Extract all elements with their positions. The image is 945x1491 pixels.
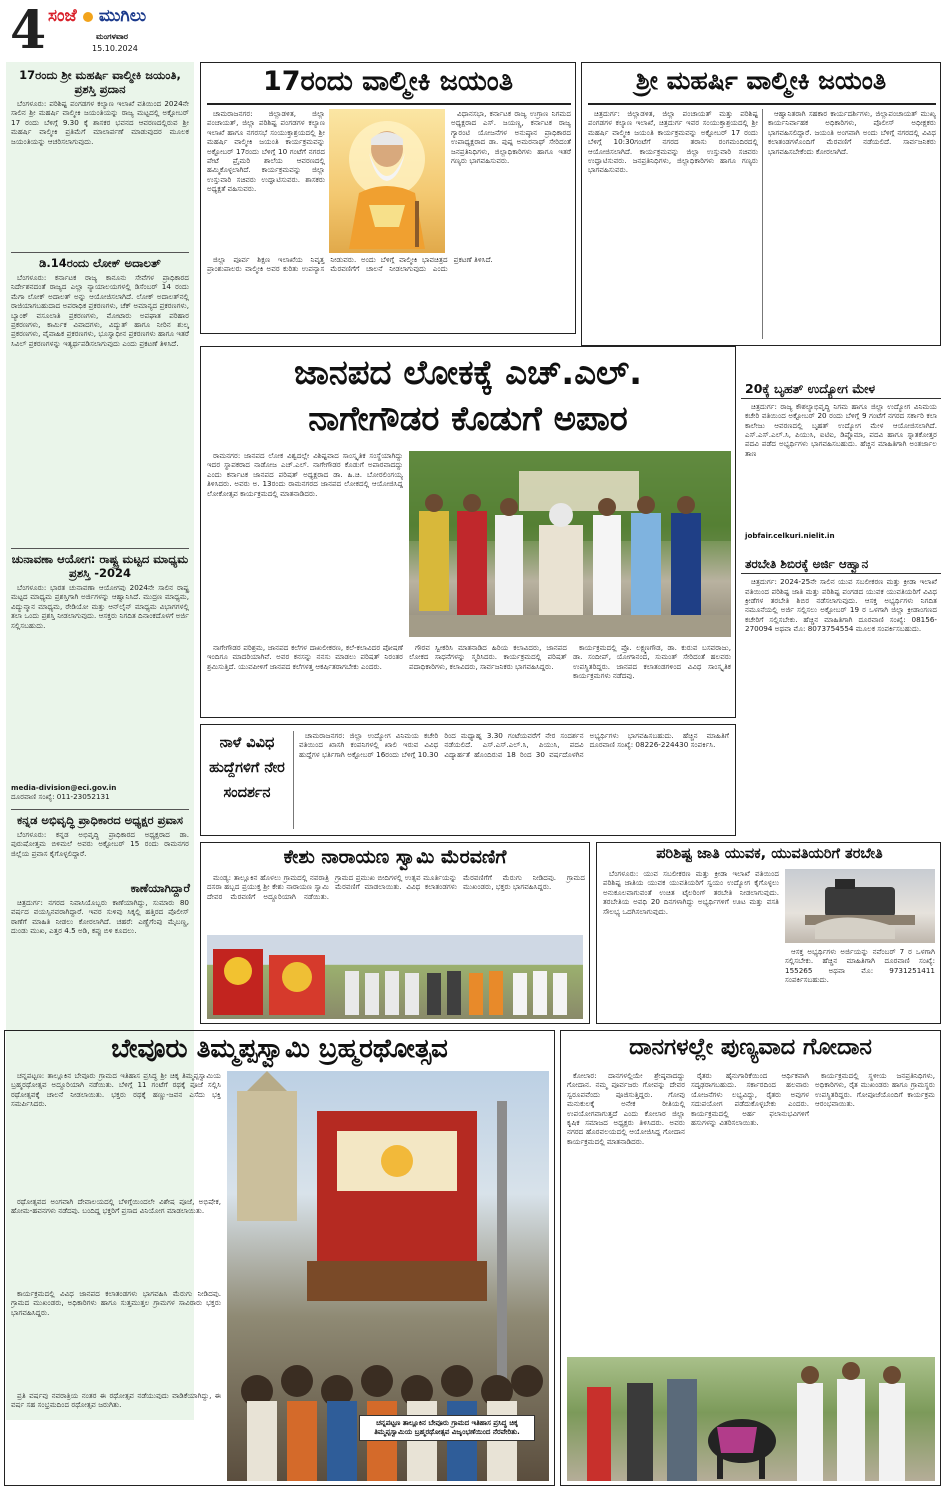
job-fair-headline: 20ಕ್ಕೆ ಬೃಹತ್ ಉದ್ಯೋಗ ಮೇಳ bbox=[741, 380, 941, 399]
main-body-col4: ಕಾರ್ಯಕ್ರಮದಲ್ಲಿ ಪ್ರೊ. ಲಕ್ಷ್ಮಣಗೌಡ, ಡಾ. ಕುರುವ ಬಸವರಾಜು, ಡಾ. ಸಂದೀಪ್, ಯೋಗಾನಂದ, ಸುಮಂತ್ ಸೇರಿದಂತೆ ಹಲವರು ಉಪಸ್ಥಿತರಿದ್ದರು. ಜಾನಪದ ಕಲಾತಂಡಗಳಿಂದ ವಿವಿಧ ಸಾಂಸ್ಕೃತಿಕ ಕಾರ್ಯಕ್ರಮಗಳು ನಡೆದವು. bbox=[573, 643, 731, 681]
left-story1-body: ಬೆಂಗಳೂರು: ಪರಿಶಿಷ್ಟ ಪಂಗಡಗಳ ಕಲ್ಯಾಣ ಇಲಾಖೆ ವತಿಯಿಂದ 2024ನೇ ಸಾಲಿನ ಶ್ರೀ ಮಹರ್ಷಿ ವಾಲ್ಮೀಕಿ ಜಯಂತಿಯನ್ನು ರಾಜ್ಯ ಮಟ್ಟದಲ್ಲಿ ಅಕ್ಟೋಬರ್ 17 ರಂದು ಬೆಳಿಗ್ಗೆ 9.30 ಕ್ಕೆ ಶಾಸಕರ ಭವನದ ಆವರಣದಲ್ಲಿರುವ ಶ್ರೀ ಮಹರ್ಷಿ ವಾಲ್ಮೀಕಿ ಪ್ರತಿಮೆಗೆ ಮಾಲಾರ್ಪಣೆ ಮಾಡುವುದರ ಮೂಲಕ ಜಯಂತಿಯನ್ನು ಆಚರಿಸಲಾಗುವುದು. bbox=[11, 99, 189, 146]
main-body-col3: ಗೌರವ ಸ್ವೀಕರಿಸಿ ಮಾತನಾಡಿದ ಹಿರಿಯ ಕಲಾವಿದರು, ಜಾನಪದ ಲೋಕದ ಸಾಧನೆಗಳನ್ನು ಸ್ಮರಿಸಿದರು. ಕಾರ್ಯಕ್ರಮದಲ್ಲಿ ಪರಿಷತ್ ಪದಾಧಿಕಾರಿಗಳು, ಕಲಾವಿದರು, ಸಾರ್ವಜನಿಕರು ಭಾಗವಹಿಸಿದ್ದರು. bbox=[409, 643, 567, 671]
bevur-body1: ಚನ್ನಪಟ್ಟಣ: ತಾಲ್ಲೂಕಿನ ಬೇವೂರು ಗ್ರಾಮದ ಇತಿಹಾಸ ಪ್ರಸಿದ್ಧ ಶ್ರೀ ಚಿಕ್ಕ ತಿಮ್ಮಪ್ಪಸ್ವಾಮಿಯ ಬ್ರಹ್ಮರಥೋತ್ಸವ ಅದ್ದೂರಿಯಾಗಿ ನಡೆಯಿತು. ಬೆಳಿಗ್ಗೆ 11 ಗಂಟೆಗೆ ರಥಕ್ಕೆ ಪೂಜೆ ಸಲ್ಲಿಸಿ ರಥೋತ್ಸವಕ್ಕೆ ಚಾಲನೆ ನೀಡಲಾಯಿತು. ಭಕ್ತರು ರಥಕ್ಕೆ ಹಣ್ಣು-ಜವನ ಎಸೆದು ಭಕ್ತಿ ಸಮರ್ಪಿಸಿದರು. bbox=[11, 1071, 221, 1109]
masthead-day: ಮಂಗಳವಾರ bbox=[96, 32, 129, 41]
main-headline-line2: ನಾಗೇಗೌಡರ ಕೊಡುಗೆ ಅಪಾರ bbox=[308, 399, 628, 439]
logo-part1: ಸಂಜೆ bbox=[48, 6, 77, 26]
main-story-frame bbox=[200, 346, 736, 718]
valmiki-headline: 17ರಂದು ವಾಲ್ಮೀಕಿ ಜಯಂತಿ bbox=[262, 66, 514, 97]
keshu-headline: ಕೇಶು ನಾರಾಯಣ ಸ್ವಾಮಿ ಮೆರವಣಿಗೆ bbox=[283, 846, 507, 868]
bevur-body2: ರಥೋತ್ಸವದ ಅಂಗವಾಗಿ ದೇವಾಲಯದಲ್ಲಿ ಬೆಳಿಗ್ಗೆಯಿಂದಲೇ ವಿಶೇಷ ಪೂಜೆ, ಅಭಿಷೇಕ, ಹೋಮ-ಹವನಗಳು ನಡೆದವು. ಬಂದಿದ್ದ ಭಕ್ತರಿಗೆ ಪ್ರಸಾದ ವಿನಿಯೋಗ ಮಾಡಲಾಯಿತು. bbox=[11, 1197, 221, 1216]
left-story2-headline: ಡಿ.14ರಂದು ಲೋಕ್ ಅದಾಲತ್ bbox=[39, 256, 161, 270]
main-headline-line1: ಜಾನಪದ ಲೋಕಕ್ಕೆ ಎಚ್.ಎಲ್. bbox=[293, 353, 643, 393]
left-story1-headline: 17ರಂದು ಶ್ರೀ ಮಹರ್ಷಿ ವಾಲ್ಮೀಕಿ ಜಯಂತಿ, ಪ್ರಶಸ್ತಿ ಪ್ರದಾನ bbox=[19, 68, 181, 96]
left-story3-headline: ಚುನಾವಣಾ ಆಯೋಗ: ರಾಷ್ಟ್ರ ಮಟ್ಟದ ಮಾಧ್ಯಮ ಪ್ರಶಸ್ತಿ -2024 bbox=[11, 552, 189, 580]
valmiki-jayanti-story-frame bbox=[581, 62, 941, 346]
bevur-story-frame bbox=[4, 1030, 555, 1486]
godana-body2: ರೈತರು ಹೈನುಗಾರಿಕೆಯಿಂದ ಆರ್ಥಿಕವಾಗಿ ಸದೃಢರಾಗಬಹುದು. ಸರ್ಕಾರದಿಂದ ಹಲವಾರು ಯೋಜನೆಗಳು ಲಭ್ಯವಿದ್ದು, ರೈತರು ಅವುಗಳ ಸದುಪಯೋಗ ಪಡೆದುಕೊಳ್ಳಬೇಕು ಎಂದರು. ಕಾರ್ಯಕ್ರಮದಲ್ಲಿ ಅರ್ಹ ಫಲಾನುಭವಿಗಳಿಗೆ ಹಸುಗಳನ್ನು ವಿತರಿಸಲಾಯಿತು. bbox=[691, 1071, 809, 1128]
valmiki-body-col2: ವಿಧಾನಸಭಾ, ಕರ್ನಾಟಕ ರಾಜ್ಯ ಉಗ್ರಾಣ ನಿಗಮದ ಅಧ್ಯಕ್ಷರಾದ ಎಸ್. ಜಯಣ್ಣ, ಕರ್ನಾಟಕ ರಾಜ್ಯ ಗ್ಯಾರಂಟಿ ಯೋಜನೆಗಳ ಅನುಷ್ಠಾನ ಪ್ರಾಧಿಕಾರದ ಉಪಾಧ್ಯಕ್ಷರಾದ ಡಾ. ಪುಷ್ಪ ಅಮರನಾಥ್ ಸೇರಿದಂತೆ ಜನಪ್ರತಿನಿಧಿಗಳು, ಜಿಲ್ಲಾಧಿಕಾರಿಗಳು ಹಾಗೂ ಇತರೆ ಗಣ್ಯರು ಭಾಗವಹಿಸುವರು. bbox=[451, 109, 571, 166]
valmiki-story-frame bbox=[200, 62, 576, 334]
sc-training-body2: ಆಸಕ್ತ ಅಭ್ಯರ್ಥಿಗಳು ಅರ್ಜಿಯನ್ನು ನವೆಂಬರ್ 7 ರ ಒಳಗಾಗಿ ಸಲ್ಲಿಸಬೇಕು. ಹೆಚ್ಚಿನ ಮಾಹಿತಿಗಾಗಿ ದೂರವಾಣಿ ಸಂಖ್ಯೆ: 155265 ಅಥವಾ ಮೊ: 9731251411 ಸಂಪರ್ಕಿಸಬಹುದು. bbox=[785, 947, 935, 985]
chariot-photo bbox=[227, 1071, 549, 1481]
masthead-logo bbox=[48, 6, 188, 32]
godana-headline: ದಾನಗಳಲ್ಲೇ ಪುಣ್ಯವಾದ ಗೋದಾನ bbox=[629, 1034, 872, 1060]
keshu-story-frame bbox=[200, 842, 590, 1024]
training-body: ಚಿತ್ರದುರ್ಗ: 2024-25ನೇ ಸಾಲಿನ ಯುವ ಸಬಲೀಕರಣ ಮತ್ತು ಕ್ರೀಡಾ ಇಲಾಖೆ ವತಿಯಿಂದ ಪರಿಶಿಷ್ಟ ಜಾತಿ ಮತ್ತು ಪರಿಶಿಷ್ಟ ಪಂಗಡದ ಯುವಕ ಯುವತಿಯರಿಗೆ ವಿವಿಧ ಕ್ರೀಡೆಗಳ ತರಬೇತಿ ಶಿಬಿರ ನಡೆಸಲಾಗುವುದು. ಆಸಕ್ತ ಅಭ್ಯರ್ಥಿಗಳು ನಿಗದಿತ ನಮೂನೆಯಲ್ಲಿ ಅರ್ಜಿ ಸಲ್ಲಿಸಲು ಅಕ್ಟೋಬರ್ 19 ರ ಒಳಗಾಗಿ ಜಿಲ್ಲಾ ಕ್ರೀಡಾಂಗಣದ ಕಚೇರಿಗೆ ಸಲ್ಲಿಸಬೇಕು. ಹೆಚ್ಚಿನ ಮಾಹಿತಿಗಾಗಿ ದೂರವಾಣಿ ಸಂಖ್ಯೆ: 08156-270094 ಅಥವಾ ಮೊ: 8073754554 ಮೂಲಕ ಸಂಪರ್ಕಿಸಬಹುದು. bbox=[745, 577, 937, 634]
interview-body: ಚಾಮರಾಜನಗರ: ಜಿಲ್ಲಾ ಉದ್ಯೋಗ ವಿನಿಮಯ ಕಚೇರಿ ವತಿಯಿಂದ ಖಾಸಗಿ ಕಂಪನಿಗಳಲ್ಲಿ ಖಾಲಿ ಇರುವ ವಿವಿಧ ಹುದ್ದೆಗಳ ಭರ್ತಿಗಾಗಿ ಅಕ್ಟೋಬರ್ 16ರಂದು ಬೆಳಿಗ್ಗೆ 10.30 ರಿಂದ ಮಧ್ಯಾಹ್ನ 3.30 ಗಂಟೆಯವರೆಗೆ ನೇರ ಸಂದರ್ಶನ ನಡೆಯಲಿದೆ. ಎಸ್.ಎಸ್.ಎಲ್.ಸಿ, ಪಿಯುಸಿ, ಪದವಿ ವಿದ್ಯಾರ್ಹತೆ ಹೊಂದಿರುವ 18 ರಿಂದ 30 ವರ್ಷದೊಳಗಿನ ಅಭ್ಯರ್ಥಿಗಳು ಭಾಗವಹಿಸಬಹುದು. ಹೆಚ್ಚಿನ ಮಾಹಿತಿಗೆ ದೂರವಾಣಿ ಸಂಖ್ಯೆ: 08226-224430 ಸಂಪರ್ಕಿಸಿ. bbox=[299, 731, 729, 759]
godana-body3: ಕಾರ್ಯಕ್ರಮದಲ್ಲಿ ಸ್ಥಳೀಯ ಜನಪ್ರತಿನಿಧಿಗಳು, ಅಧಿಕಾರಿಗಳು, ರೈತ ಮುಖಂಡರು ಹಾಗೂ ಗ್ರಾಮಸ್ಥರು ಉಪಸ್ಥಿತರಿದ್ದರು. ಗೋಪೂಜೆಯೊಂದಿಗೆ ಕಾರ್ಯಕ್ರಮ ಆರಂಭವಾಯಿತು. bbox=[815, 1071, 935, 1109]
left-story5-body: ಚಿತ್ರದುರ್ಗ: ನಗರದ ನಿವಾಸಿಯೊಬ್ಬರು ಕಾಣೆಯಾಗಿದ್ದು, ಸುಮಾರು 80 ವರ್ಷದ ವಯಸ್ಸಿನವರಾಗಿದ್ದಾರೆ. ಇವರ ಸುಳಿವು ಸಿಕ್ಕಲ್ಲಿ ಹತ್ತಿರದ ಪೊಲೀಸ್ ಠಾಣೆಗೆ ಮಾಹಿತಿ ನೀಡಲು ಕೋರಲಾಗಿದೆ. ಚಹರೆ: ಎಣ್ಣೆಗೆಂಪು ಮೈಬಣ್ಣ, ದುಂಡು ಮುಖ, ಎತ್ತರ 4.5 ಅಡಿ, ಕಪ್ಪು ಬಿಳಿ ಕೂದಲು. bbox=[11, 897, 189, 936]
job-fair-box bbox=[741, 380, 941, 550]
valmiki-jayanti-headline: ಶ್ರೀ ಮಹರ್ಷಿ ವಾಲ್ಮೀಕಿ ಜಯಂತಿ bbox=[635, 66, 887, 95]
valmiki-jayanti-body-col2: ಆಹ್ವಾನಿತರಾಗಿ ಸಹಕಾರ ಕಾರ್ಯದರ್ಶಿಗಳು, ಜಿಲ್ಲಾಪಂಚಾಯತ್ ಮುಖ್ಯ ಕಾರ್ಯನಿರ್ವಾಹಕ ಅಧಿಕಾರಿಗಳು, ಪೊಲೀಸ್ ಅಧೀಕ್ಷಕರು ಭಾಗವಹಿಸಲಿದ್ದಾರೆ. ಜಯಂತಿ ಅಂಗವಾಗಿ ಅಂದು ಬೆಳಿಗ್ಗೆ ನಗರದಲ್ಲಿ ವಿವಿಧ ಕಲಾತಂಡಗಳೊಂದಿಗೆ ಮೆರವಣಿಗೆ ನಡೆಯಲಿದೆ. ಸಾರ್ವಜನಿಕರು ಭಾಗವಹಿಸಬೇಕೆಂದು ಕೋರಲಾಗಿದೆ. bbox=[768, 109, 936, 156]
keshu-body: ಮಂಡ್ಯ: ತಾಲ್ಲೂಕಿನ ಹೊಳಲು ಗ್ರಾಮದಲ್ಲಿ ನವರಾತ್ರಿ ದಸರಾ ಹಬ್ಬದ ಪ್ರಯುಕ್ತ ಶ್ರೀ ಕೇಶು ನಾರಾಯಣ ಸ್ವಾಮಿ ದೇವರ ಮೆರವಣಿಗೆ ಅದ್ದೂರಿಯಾಗಿ ನಡೆಯಿತು. ಗ್ರಾಮದ ಪ್ರಮುಖ ಬೀದಿಗಳಲ್ಲಿ ಉತ್ಸವ ಮೂರ್ತಿಯನ್ನು ಮೆರವಣಿಗೆ ಮಾಡಲಾಯಿತು. ವಿವಿಧ ಕಲಾತಂಡಗಳು ಮೆರವಣಿಗೆಗೆ ಮೆರುಗು ನೀಡಿದವು. ಗ್ರಾಮದ ಮುಖಂಡರು, ಭಕ್ತರು ಭಾಗವಹಿಸಿದ್ದರು. bbox=[207, 873, 585, 901]
godana-body1: ಕೋಲಾರ: ದಾನಗಳಲ್ಲಿಯೇ ಶ್ರೇಷ್ಠವಾದದ್ದು ಗೋದಾನ. ನಮ್ಮ ಪೂರ್ವಜರು ಗೋವನ್ನು ದೇವರ ಸ್ವರೂಪವೆಂದು ಪೂಜಿಸುತ್ತಿದ್ದರು. ಗೋವು ಮನುಕುಲಕ್ಕೆ ಅನೇಕ ರೀತಿಯಲ್ಲಿ ಉಪಯೋಗವಾಗುತ್ತದೆ ಎಂದು ಕೋಲಾರ ಜಿಲ್ಲಾ ಕೃಷಿಕ ಸಮಾಜದ ಅಧ್ಯಕ್ಷರು ತಿಳಿಸಿದರು. ಅವರು ನಗರದ ಹೊರವಲಯದಲ್ಲಿ ಆಯೋಜಿಸಿದ್ದ ಗೋದಾನ ಕಾರ್ಯಕ್ರಮದಲ್ಲಿ ಮಾತನಾಡಿದರು. bbox=[567, 1071, 685, 1146]
bevur-body4: ಪ್ರತಿ ವರ್ಷವು ನವರಾತ್ರಿಯ ನಂತರ ಈ ರಥೋತ್ಸವ ನಡೆಯುವುದು ವಾಡಿಕೆಯಾಗಿದ್ದು, ಈ ವರ್ಷ ಸಹ ಸಂಭ್ರಮದಿಂದ ರಥೋತ್ಸವ ಜರುಗಿತು. bbox=[11, 1391, 221, 1410]
main-event-photo bbox=[409, 451, 731, 637]
valmiki-jayanti-body-col1: ಚಿತ್ರದುರ್ಗ: ಜಿಲ್ಲಾಡಳಿತ, ಜಿಲ್ಲಾ ಪಂಚಾಯತ್ ಮತ್ತು ಪರಿಶಿಷ್ಟ ಪಂಗಡಗಳ ಕಲ್ಯಾಣ ಇಲಾಖೆ, ಚಿತ್ರದುರ್ಗ ಇವರ ಸಂಯುಕ್ತಾಶ್ರಯದಲ್ಲಿ ಶ್ರೀ ಮಹರ್ಷಿ ವಾಲ್ಮೀಕಿ ಜಯಂತಿ ಕಾರ್ಯಕ್ರಮವನ್ನು ಅಕ್ಟೋಬರ್ 17 ರಂದು ಬೆಳಿಗ್ಗೆ 10:30ಗಂಟೆಗೆ ನಗರದ ತರಾಸು ರಂಗಮಂದಿರದಲ್ಲಿ ಆಯೋಜಿಸಲಾಗಿದೆ. ಕಾರ್ಯಕ್ರಮವನ್ನು ಜಿಲ್ಲಾ ಉಸ್ತುವಾರಿ ಸಚಿವರು ಉದ್ಘಾಟಿಸುವರು. ಜನಪ್ರತಿನಿಧಿಗಳು, ಜಿಲ್ಲಾಧಿಕಾರಿಗಳು ಹಾಗೂ ಗಣ್ಯರು ಭಾಗವಹಿಸುವರು. bbox=[588, 109, 758, 175]
interview-box bbox=[200, 724, 736, 836]
valmiki-body-col1: ಚಾಮರಾಜನಗರ: ಜಿಲ್ಲಾಡಳಿತ, ಜಿಲ್ಲಾ ಪಂಚಾಯತ್, ಜಿಲ್ಲಾ ಪರಿಶಿಷ್ಟ ಪಂಗಡಗಳ ಕಲ್ಯಾಣ ಇಲಾಖೆ ಹಾಗೂ ನಗರಸಭೆ ಸಂಯುಕ್ತಾಶ್ರಯದಲ್ಲಿ ಶ್ರೀ ಮಹರ್ಷಿ ವಾಲ್ಮೀಕಿ ಜಯಂತಿ ಕಾರ್ಯಕ್ರಮವನ್ನು ಅಕ್ಟೋಬರ್ 17ರಂದು ಬೆಳಿಗ್ಗೆ 10 ಗಂಟೆಗೆ ನಗರದ ಪೇಟೆ ಪ್ರೈಮರಿ ಶಾಲೆಯ ಆವರಣದಲ್ಲಿ ಹಮ್ಮಿಕೊಳ್ಳಲಾಗಿದೆ. ಕಾರ್ಯಕ್ರಮವನ್ನು ಜಿಲ್ಲಾ ಉಸ್ತುವಾರಿ ಸಚಿವರು ಉದ್ಘಾಟಿಸುವರು. ಶಾಸಕರು ಅಧ್ಯಕ್ಷತೆ ವಹಿಸುವರು. bbox=[207, 109, 325, 194]
left-story5-headline: ಕಾಣೆಯಾಗಿದ್ದಾರೆ bbox=[130, 880, 190, 895]
job-fair-body: ಚಿತ್ರದುರ್ಗ: ರಾಜ್ಯ ಕೌಶಲ್ಯಾಭಿವೃದ್ಧಿ ನಿಗಮ ಹಾಗೂ ಜಿಲ್ಲಾ ಉದ್ಯೋಗ ವಿನಿಮಯ ಕಚೇರಿ ವತಿಯಿಂದ ಅಕ್ಟೋಬರ್ 20 ರಂದು ಬೆಳಿಗ್ಗೆ 9 ಗಂಟೆಗೆ ನಗರದ ಸರ್ಕಾರಿ ಕಲಾ ಕಾಲೇಜು ಆವರಣದಲ್ಲಿ ಬೃಹತ್ ಉದ್ಯೋಗ ಮೇಳ ಆಯೋಜಿಸಲಾಗಿದೆ. ಎಸ್.ಎಸ್.ಎಲ್.ಸಿ, ಪಿಯುಸಿ, ಐಟಿಐ, ಡಿಪ್ಲೊಮಾ, ಪದವಿ ಹಾಗೂ ಸ್ನಾತಕೋತ್ತರ ಪದವಿ ಪಡೆದ ಅಭ್ಯರ್ಥಿಗಳು ಭಾಗವಹಿಸಬಹುದು. ಹೆಚ್ಚಿನ ಮಾಹಿತಿಗಾಗಿ ಅಂತರ್ಜಾಲ ತಾಣ bbox=[745, 401, 937, 458]
cow-donation-photo bbox=[567, 1357, 935, 1481]
interview-headline: ನಾಳೆ ವಿವಿಧ ಹುದ್ದೆಗಳಿಗೆ ನೇರ ಸಂದರ್ಶನ bbox=[209, 735, 285, 801]
page-number: 4 bbox=[10, 0, 47, 61]
masthead-date: 15.10.2024 bbox=[92, 44, 138, 53]
sun-icon bbox=[83, 12, 93, 22]
left-story3-email[interactable]: media-division@eci.gov.in bbox=[11, 783, 117, 792]
bevur-body3: ಕಾರ್ಯಕ್ರಮದಲ್ಲಿ ವಿವಿಧ ಜಾನಪದ ಕಲಾತಂಡಗಳು ಭಾಗವಹಿಸಿ ಮೆರುಗು ನೀಡಿದವು. ಗ್ರಾಮದ ಮುಖಂಡರು, ಅಧಿಕಾರಿಗಳು ಹಾಗೂ ಸುತ್ತಮುತ್ತಲ ಗ್ರಾಮಗಳ ಸಾವಿರಾರು ಭಕ್ತರು ಭಾಗವಹಿಸಿದ್ದರು. bbox=[11, 1289, 221, 1317]
tailoring-photo bbox=[785, 869, 935, 943]
main-body-col1: ರಾಮನಗರ: ಜಾನಪದ ಲೋಕ ವಿಶ್ವದಲ್ಲೇ ವಿಶಿಷ್ಟವಾದ ಸಾಂಸ್ಕೃತಿಕ ಸಂಸ್ಥೆಯಾಗಿದ್ದು ಇದರ ಸ್ಥಾಪಕರಾದ ನಾಡೋಜ ಎಚ್.ಎಲ್. ನಾಗೇಗೌಡರ ಕೊಡುಗೆ ಅಪಾರವಾದದ್ದು ಎಂದು ಕರ್ನಾಟಕ ಜಾನಪದ ಪರಿಷತ್ ಅಧ್ಯಕ್ಷರಾದ ಡಾ. ಹಿ.ಚಿ. ಬೋರಲಿಂಗಯ್ಯ ತಿಳಿಸಿದರು. ಅವರು ಅ. 13ರಂದು ರಾಮನಗರದ ಜಾನಪದ ಲೋಕದಲ್ಲಿ ಆಯೋಜಿಸಿದ್ದ ಲೋಕೋತ್ಸವ ಕಾರ್ಯಕ್ರಮದಲ್ಲಿ ಮಾತನಾಡಿದರು. bbox=[207, 451, 403, 498]
training-headline: ತರಬೇತಿ ಶಿಬಿರಕ್ಕೆ ಅರ್ಜಿ ಆಹ್ವಾನ bbox=[741, 556, 941, 574]
logo-part2: ಮುಗಿಲು bbox=[98, 6, 147, 26]
left-story4-body: ಬೆಂಗಳೂರು: ಕನ್ನಡ ಅಭಿವೃದ್ಧಿ ಪ್ರಾಧಿಕಾರದ ಅಧ್ಯಕ್ಷರಾದ ಡಾ. ಪುರುಷೋತ್ತಮ ಬಿಳಿಮಲೆ ಅವರು ಅಕ್ಟೋಬರ್ 15 ರಂದು ರಾಮನಗರ ಜಿಲ್ಲೆಯ ಪ್ರವಾಸ ಕೈಗೊಳ್ಳಲಿದ್ದಾರೆ. bbox=[11, 829, 189, 858]
left-story4-headline: ಕನ್ನಡ ಅಭಿವೃದ್ಧಿ ಪ್ರಾಧಿಕಾರದ ಅಧ್ಯಕ್ಷರ ಪ್ರವಾಸ bbox=[16, 812, 184, 827]
sc-training-body1: ಬೆಂಗಳೂರು: ಯುವ ಸಬಲೀಕರಣ ಮತ್ತು ಕ್ರೀಡಾ ಇಲಾಖೆ ವತಿಯಿಂದ ಪರಿಶಿಷ್ಟ ಜಾತಿಯ ಯುವಕ ಯುವತಿಯರಿಗೆ ಸ್ವಯಂ ಉದ್ಯೋಗ ಕೈಗೊಳ್ಳಲು ಅನುಕೂಲವಾಗುವಂತೆ ಉಚಿತ ಟೈಲರಿಂಗ್ ತರಬೇತಿ ನೀಡಲಾಗುವುದು. ತರಬೇತಿಯ ಅವಧಿ 20 ದಿನಗಳಾಗಿದ್ದು ಅಭ್ಯರ್ಥಿಗಳಿಗೆ ಊಟ ಮತ್ತು ವಸತಿ ಸೌಲಭ್ಯ ಒದಗಿಸಲಾಗುವುದು. bbox=[603, 869, 779, 916]
left-story3-body: ಬೆಂಗಳೂರು: ಭಾರತ ಚುನಾವಣಾ ಆಯೋಗವು 2024ನೇ ಸಾಲಿನ ರಾಷ್ಟ್ರ ಮಟ್ಟದ ಮಾಧ್ಯಮ ಪ್ರಶಸ್ತಿಗಾಗಿ ಅರ್ಜಿಗಳನ್ನು ಆಹ್ವಾನಿಸಿದೆ. ಮುದ್ರಣ ಮಾಧ್ಯಮ, ವಿದ್ಯುನ್ಮಾನ ಮಾಧ್ಯಮ, ರೇಡಿಯೋ ಮತ್ತು ಆನ್‌ಲೈನ್ ಮಾಧ್ಯಮ ವಿಭಾಗಗಳಲ್ಲಿ ತಲಾ ಒಂದು ಪ್ರಶಸ್ತಿ ನೀಡಲಾಗುವುದು. ಆಸಕ್ತರು ನಿಗದಿತ ದಿನಾಂಕದೊಳಗೆ ಅರ್ಜಿ ಸಲ್ಲಿಸಬಹುದು. bbox=[11, 583, 189, 630]
job-fair-link[interactable]: jobfair.celkuri.nielit.in bbox=[745, 530, 835, 540]
left-story3-phone: ದೂರವಾಣಿ ಸಂಖ್ಯೆ: 011-23052131 bbox=[11, 792, 110, 802]
valmiki-illustration bbox=[329, 109, 445, 253]
godana-story-frame bbox=[560, 1030, 941, 1486]
valmiki-body-bottom: ಜಿಲ್ಲಾ ಪೂರ್ವ ಶಿಕ್ಷಣ ಇಲಾಖೆಯ ನಿವೃತ್ತ ಪ್ರಾಂಶುಪಾಲರು ವಾಲ್ಮೀಕಿ ಅವರ ಕುರಿತು ಉಪನ್ಯಾಸ ನೀಡುವರು. ಅಂದು ಬೆಳಿಗ್ಗೆ ವಾಲ್ಮೀಕಿ ಭಾವಚಿತ್ರದ ಮೆರವಣಿಗೆಗೆ ಚಾಲನೆ ನೀಡಲಾಗುವುದು ಎಂದು ಪ್ರಕಟಣೆ ತಿಳಿಸಿದೆ. bbox=[207, 255, 493, 274]
sc-training-headline: ಪರಿಶಿಷ್ಟ ಜಾತಿ ಯುವಕ, ಯುವತಿಯರಿಗೆ ತರಬೇತಿ bbox=[656, 846, 883, 862]
bevur-headline: ಬೇವೂರು ತಿಮ್ಮಪ್ಪಸ್ವಾಮಿ ಬ್ರಹ್ಮರಥೋತ್ಸವ bbox=[111, 1034, 448, 1064]
chariot-photo-caption: ಚನ್ನಪಟ್ಟಣ ತಾಲ್ಲೂಕಿನ ಬೇವೂರು ಗ್ರಾಮದ ಇತಿಹಾಸ ಪ್ರಸಿದ್ಧ ಚಿಕ್ಕ ತಿಮ್ಮಪ್ಪಸ್ವಾಮಿಯ ಬ್ರಹ್ಮರಥೋತ್ಸವ ವಿಜೃಂಭಣೆಯಿಂದ ನೆರವೇರಿತು. bbox=[359, 1415, 535, 1441]
main-body-col2: ನಾಗೇಗೌಡರ ಪರಿಶ್ರಮ, ಜಾನಪದ ಕಲೆಗಳ ದಾಖಲೀಕರಣ, ಕಲೆ-ಕಲಾವಿದರ ಪೋಷಣೆ ಇಂದಿಗೂ ಮಾದರಿಯಾಗಿವೆ. ಅವರ ಕನಸನ್ನು ನನಸು ಮಾಡಲು ಪರಿಷತ್ ನಿರಂತರ ಶ್ರಮಿಸುತ್ತಿದೆ. ಯುವಪೀಳಿಗೆ ಜಾನಪದ ಕಲೆಗಳತ್ತ ಆಕರ್ಷಿತರಾಗಬೇಕು ಎಂದರು. bbox=[207, 643, 403, 671]
keshu-procession-photo bbox=[207, 935, 583, 1019]
left-story2-body: ಬೆಂಗಳೂರು: ಕರ್ನಾಟಕ ರಾಜ್ಯ ಕಾನೂನು ಸೇವೆಗಳ ಪ್ರಾಧಿಕಾರದ ನಿರ್ದೇಶನದಂತೆ ರಾಜ್ಯದ ಎಲ್ಲಾ ನ್ಯಾಯಾಲಯಗಳಲ್ಲಿ ಡಿಸೆಂಬರ್ 14 ರಂದು ಮೆಗಾ ಲೋಕ್ ಅದಾಲತ್ ಅನ್ನು ಆಯೋಜಿಸಲಾಗಿದೆ. ಲೋಕ್ ಅದಾಲತ್‌ನಲ್ಲಿ ರಾಜಿಯಾಗಬಹುದಾದ ಅಪರಾಧಿಕ ಪ್ರಕರಣಗಳು, ಚೆಕ್ ಅಮಾನ್ಯದ ಪ್ರಕರಣಗಳು, ಬ್ಯಾಂಕ್ ವಸೂಲಾತಿ ಪ್ರಕರಣಗಳು, ಮೋಟಾರು ಅಪಘಾತ ಪರಿಹಾರ ಪ್ರಕರಣಗಳು, ಕಾರ್ಮಿಕ ವಿವಾದಗಳು, ವಿದ್ಯುತ್ ಹಾಗೂ ನೀರಿನ ಶುಲ್ಕ ಪ್ರಕರಣಗಳು, ವೈವಾಹಿಕ ಪ್ರಕರಣಗಳು, ಭೂಸ್ವಾಧೀನ ಪ್ರಕರಣಗಳು ಹಾಗೂ ಇತರೆ ಸಿವಿಲ್ ಪ್ರಕರಣಗಳನ್ನು ಇತ್ಯರ್ಥಪಡಿಸಲಾಗುವುದು ಎಂದು ಪ್ರಕಟಣೆ ತಿಳಿಸಿದೆ. bbox=[11, 273, 189, 348]
training-box bbox=[741, 556, 941, 838]
sc-training-frame bbox=[596, 842, 941, 1024]
